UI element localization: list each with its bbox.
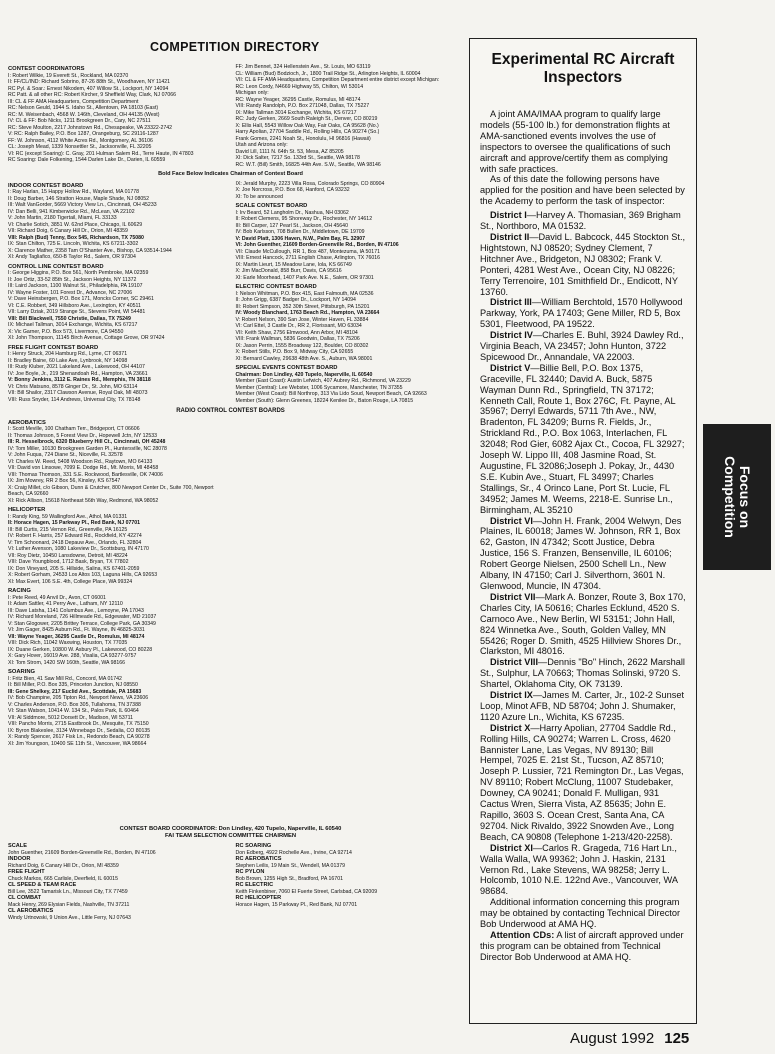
issue-date: August 1992: [570, 1030, 655, 1047]
district-label: Attention CDs:: [490, 929, 555, 940]
directory-entry: VII: Larry Dziak, 2019 Strange St., Stevens Point, WI 54481: [8, 309, 146, 315]
district-entry: [480, 592, 686, 657]
district-label: District II: [490, 231, 530, 242]
directory-entry: IV: CL & FF: Bob Nicks, 1211 Brookgreen Dr., Cary, NC 27511: [8, 118, 151, 124]
fai-left-column: [8, 843, 226, 921]
district-text: —Harry Apolian, 27704 Saddle Rd., Rolling Hills, CA 90274; Warren L. Cross, 4620 Bannister Lane, Las Vegas, NV 89130; Bill Hempel, 7025 E. 21st St., Tucson, AZ 85710; Joseph P. Lussier, 721 Remington Dr., Las Vegas, NV 89110; Robert McClung, 11007 Studebaker, Downey, CA 90241; Donald F. Mulligan, 931 Cactus Wren, Sierra Vista, AZ 85635; John E. Rapillo, 3603 S. Ocean Crest, Santa Ana, CA 92704. Nick Rivaldo, 3922 Snowden Ave., Long Beach, CA 90808 (Telephone 1-213/420-2258).: [480, 722, 684, 842]
district-text: —Billie Bell, P.O. Box 1375, Graceville, FL 32440; David A. Buck, 5875 Wayman Dunn Rd., Springfield, TN 37172; Kenneth Call, Route 1, Box 276C, Ft. Payne, AL 35967; Derryl Edwards, 5711 7th Ave., NW, Bradenton, FL 34209; Burns R. Fields, Jr., Strickland Rd., P.O. Box 1063, Interlachen, FL 32048; Rod Gier, 6082 Ajax Ct., Cocoa, FL 32927; Joseph W. Lippo III, 408 Jasmine Road, St. Augustine, FL 32086;Joseph J. Pokay, Jr., 4430 S.E. Kubin Ave., Stuart, FL 34997; Charles Stallings, Sr., 4 Orinco Lane, Port St. Lucie, FL 34952; James M. Weems, 2218-E. Sunrise Ln., Birmingham, AL 35210: [480, 362, 685, 515]
directory-entry: III: Gene Shelkey, 217 Euclid Ave., Scottdale, PA 15683: [8, 688, 142, 695]
directory-entry: II: Thomas Johnson, 5 Forest View Dr., Hopewell Jctn, NY 12533: [8, 432, 158, 439]
directory-entry: IX: Mike Tallman 3014 Exchange, Wichita, KS 67217: [235, 109, 357, 116]
directory-entry: III: Walt VanGorder, 5669 Victory View Ln., Cincinnati, OH 45233: [8, 202, 157, 208]
directory-entry: RC: Wayne Yeager, 36295 Castle, Romulus, MI 48174: [235, 96, 361, 103]
directory-entry: V: Tim Schoonard, 2418 Depauw Ave., Orlando, FL 32804: [8, 539, 142, 546]
directory-entry: XI: Rick Allison, 15618 Northeast 56th Way, Redmond, WA 98052: [8, 497, 159, 504]
directory-entry: I: Henry Struck, 204 Hamburg Rd., Lyme, CT 06371: [8, 351, 128, 357]
directory-entry: V: John Martin, 2180 Tigertail, Miami, FL 33133: [8, 215, 117, 221]
directory-entry: RC Soaring: Dale Folkening, 1544 Darlen Lake Dr., Darien, IL 60559: [8, 157, 166, 163]
district-text: —Mark A. Bonzer, Route 3, Box 170, Charles City, IA 50616; Charles Ecklund, 4520 S. Carnoco Ave., New Berlin, WI 53151; John Hall, 824 Winnetka Ave., South, Golden Valley, MN 55426; Roger D. Smith, 4525 Hillview Shores Dr., Clarkston, MI 48016.: [480, 591, 686, 657]
rc-boards-heading: RADIO CONTROL CONTEST BOARDS: [176, 408, 285, 414]
fai-chairman: John Guenther, 21609 Borden-Greenville Rd., Borden, IN 47106: [8, 849, 156, 856]
directory-entry: CL: William (Bud) Bodzioch, Jr., 1800 Trail Ridge St., Arlington Heights, IL 60004: [235, 70, 421, 77]
sidebar-title: Experimental RC Aircraft Inspectors: [491, 51, 675, 86]
fai-category: SCALE: [8, 843, 27, 849]
district-label: District I: [490, 210, 527, 221]
district-text: —David L. Babcock, 445 Stockton St., Hightstown, NJ 08520; Sydney Clement, 7 Hitchner Ave., Bridgeton, NJ 08302; Frank V. Ponteri, 4281 West Ave., Ocean City, NJ 08226; Terry Terrenoire, 101 Smithfield Dr., Endicott, NY 13760.: [480, 231, 686, 297]
directory-entry: Chairman: Don Lindley, 420 Tupelo, Naperville, IL 60540: [235, 371, 373, 378]
page-number: 125: [664, 1030, 690, 1047]
directory-entry: XI: Bernard Cawley, 29638 48th Ave. S., Auburn, WA 98001: [235, 355, 373, 362]
district-entry: [480, 657, 686, 690]
district-label: District X: [490, 722, 531, 733]
directory-entry: XI: Dick Salter, 7217 So. 133rd St., Seattle, WA 98178: [235, 155, 360, 161]
directory-entry: IV: Woody Blanchard, 1763 Beach Rd., Hampton, VA 23664: [235, 310, 380, 316]
section-title: INDOOR CONTEST BOARD: [8, 182, 84, 189]
district-entry: [480, 843, 686, 898]
fai-category: CL AEROBATICS: [8, 908, 54, 914]
district-entry: [480, 330, 686, 363]
directory-entry: VII: Roy Dietz, 10450 Lansdowne, Detroit, MI 48224: [8, 552, 128, 559]
directory-entry: II: Bill Miller, P.O. Box 335, Princeton Junction, NJ 08550: [8, 682, 138, 688]
directory-entry: V: RC: Ralph Bailey, P.O. Box 1287, Orangeburg, SC 29116-1287: [8, 131, 159, 137]
directory-entry: VIII: Bill Blackwell, 7550 Christie, Dallas, TX 75249: [8, 315, 131, 322]
directory-entry: VIII: Dave Youngblood, 1712 Bask, Bryan, TX 77802: [8, 559, 129, 565]
directory-entry: II: Joe Ortiz, 33-52 85th St., Jackson Heights, NY 11372: [8, 276, 137, 283]
directory-entry: Frank Gomes, 2241 Noah St., Honolulu, HI 96816 (Hawaii): [235, 135, 371, 142]
directory-entry: I: Pete Reed, 49 Anvil Dr., Avon, CT 06001: [8, 594, 106, 601]
directory-entry: Michigan only:: [235, 90, 269, 96]
directory-entry: IX: Duane Gerken, 10800 W. Asbury Pl., Lakewood, CO 80228: [8, 646, 153, 653]
directory-entry: II: Horace Hagen, 15 Parkway Pl., Red Bank, NJ 07701: [8, 520, 141, 526]
directory-entry: RC: Leon Cordy, N4669 Highway 55, Chilton, WI 53014: [235, 83, 364, 90]
section-title: CONTEST COORDINATORS: [8, 66, 85, 72]
directory-entry: II: Doug Barber, 146 Stratton House, Maple Shade, NJ 08052: [8, 195, 150, 202]
directory-entry: FF: W. Johnson, 4112 White Acres Rd., Montgomery, AL 36106: [8, 137, 153, 144]
district-text: —Dennis "Bo" Hinch, 2622 Marshall St., Sulphur, LA 70663; Thomas Solinski, 9720 S. Shartel, Oklahoma City, OK 73139.: [480, 657, 685, 690]
directory-entry: X: Jim MacDonald, 858 Burr, Davis, CA 95616: [235, 268, 342, 274]
fai-section: [8, 826, 453, 921]
directory-entry: V: Bonny Jenkins, 3112 E. Raines Rd., Memphis, TN 38118: [8, 377, 151, 383]
district-entry: [480, 930, 686, 963]
directory-entry: VII: Wayne Yeager, 36295 Castle Dr., Romulus, MI 48174: [8, 633, 145, 640]
fai-chairman: Richard Doig, 6 Canary Hill Dr., Orion, MI 48359: [8, 862, 119, 869]
contest-board-section: [8, 507, 226, 585]
fai-chairman: Bill Lee, 3522 Tamarisk Ln., Missouri City, TX 77459: [8, 888, 128, 895]
contest-board-section: [236, 284, 454, 362]
directory-entry: VI: Carl Ettel, 3 Castle Dr., RR 2, Florissant, MO 63034: [235, 323, 362, 329]
directory-entry: VI: RC (except Soaring): C. Gray, 201 Hulman Salem Rd., Terre Haute, IN 47803: [8, 150, 194, 157]
district-text: A list of aircraft approved under this program can be obtained from Technical Director Bob Underwood at AMA HQ.: [480, 929, 684, 962]
fai-category: RC SOARING: [235, 843, 272, 849]
directory-entry: I: George Higgins, P.O. Box 561, North Pembroke, MA 02359: [8, 270, 149, 276]
fai-category: CL COMBAT: [8, 895, 42, 901]
fai-title: FAI TEAM SELECTION COMMITTEE CHAIRMEN: [164, 832, 297, 839]
district-list: [480, 210, 686, 963]
sidebar-intro-2: As of this date the following persons have applied for the position and have been selected by the Academy to perform the task of inspector:: [480, 174, 685, 207]
directory-entry: VII: CL & FF AMA Headquarters, Competition Department entire district except Michigan:: [235, 77, 440, 83]
district-entry: [480, 723, 686, 843]
district-entry: [480, 690, 686, 723]
district-entry: [480, 297, 686, 330]
directory-entry: III: CL & FF AMA Headquarters, Competition Department: [8, 98, 139, 105]
fai-chairman: Don Edberg, 4922 Rochelle Ave., Irvine, CA 92714: [235, 849, 352, 856]
directory-entry: RC: W.T. (Bill) Smith, 16825 44th Ave. S.W., Seattle, WA 98146: [235, 161, 381, 168]
directory-entry: VII: Al Siddmore, 5012 Dorsett Dr., Madison, WI 53711: [8, 714, 134, 721]
directory-entry: Utah and Arizona only:: [235, 142, 288, 148]
directory-entry: III: Robert Simpson, 352 30th Street, Pittsburgh, PA 15201: [235, 303, 370, 310]
directory-entry: XI: John Thompson, 11145 Birch Avenue, Cottage Grove, OR 97424: [8, 335, 165, 341]
directory-entry: III: Bill Carper, 127 Pearl St., Jackson, OH 45640: [235, 222, 348, 229]
section-title: CONTROL LINE CONTEST BOARD: [8, 263, 104, 270]
fai-category: RC PYLON: [235, 869, 265, 875]
directory-entry: FF: Jim Bennet, 324 Hellenstein Ave., St. Louis, MO 63119: [235, 64, 371, 70]
directory-entry: X: Randy Spencer, 2617 Fisk Ln., Redondo Beach, CA 90278: [8, 734, 150, 740]
fai-category: RC AEROBATICS: [235, 856, 282, 862]
directory-columns: [8, 64, 453, 914]
directory-entry: RC Patt. & all other RC: Robert Kircher, 9 Sheffield Way, Clark, NJ 07066: [8, 92, 176, 98]
coordinator-line: CONTEST BOARD COORDINATOR: Don Lindley, 420 Tupelo, Naperville, IL 60540: [119, 826, 342, 832]
directory-entry: RC: M. Weisenbach, 4568 W. 146th, Cleveland, OH 44135 (West): [8, 111, 160, 118]
directory-entry: III: R. Hesselbrock, 6320 Blueberry Hill Ct., Cincinnati, OH 45248: [8, 439, 166, 445]
contest-board-section: [8, 264, 226, 342]
directory-entry: VI: John Guenther, 21609 Borden-Greenville Rd., Borden, IN 47106: [235, 242, 399, 248]
directory-entry: II: Robert Clemens, 95 Shoreway Dr., Rochester, NY 14612: [235, 216, 373, 222]
fai-chairman: Stephen Leilis, 19 Main St., Wendell, MA 01379: [235, 862, 345, 869]
directory-entry: V: Stan Glogower, 2205 Brittey Terrace, College Park, GA 30349: [8, 620, 156, 627]
directory-entry: III: Laird Jackson, 1100 Walnut St., Philadelphia, PA 19107: [8, 283, 143, 289]
directory-entry: IX: Don Vineyard, 205 S. Hillside, Salina, KS 67401-2059: [8, 565, 140, 572]
directory-entry: XI: To be announced: [235, 193, 283, 200]
directory-entry: II: Adam Sattler, 41 Perry Ave., Latham, NY 12110: [8, 601, 123, 607]
district-entry: [480, 363, 686, 516]
directory-entry: Member (East Coast): Austin Lefwich, 407 Aubrey Rd., Richmond, VA 23229: [235, 378, 411, 384]
section-title: RACING: [8, 588, 31, 594]
contest-board-section: [8, 420, 226, 505]
directory-entry: V: David Platt, 1306 Haven, N.W., Palm Bay, FL 32907: [235, 235, 366, 242]
directory-entry: VIII: Dick Rich, 11042 Waxwing, Houston, TX 77035: [8, 640, 128, 646]
fai-right-column: [236, 843, 454, 921]
district-text: —Harvey A. Thomasian, 369 Brigham St., Northboro, MA 01532.: [480, 210, 681, 232]
directory-entry: VI: Jim Gager, 8425 Auburn Rd., Ft. Wayne, IN 46825-3031: [8, 627, 145, 633]
directory-entry: VII: Bill Shailor, 2317 Clawson Avenue, Royal Oak, MI 48073: [8, 390, 148, 396]
directory-entry: VI: Stan Watson, 10414 W. 134 St., Palos Park, IL 60464: [8, 708, 139, 714]
fai-chairman: Windy Urtnowski, 9 Union Ave., Little Ferry, NJ 07643: [8, 914, 131, 921]
directory-entry: Member (West Coast): Bill Northrop, 313 Via Lido Soud, Newport Beach, CA 92663: [235, 391, 427, 397]
page-footer: [570, 1030, 689, 1047]
directory-entry: VII: Claude McCullough, RR 1, Box 487, Montezuma, IA 50171: [235, 248, 380, 255]
directory-entry: XI: Tom Strom, 1420 SW 160th, Seattle, WA 98166: [8, 659, 126, 666]
directory-entry: VIII: Frank Wallman, 5836 Goodwin, Dallas, TX 75206: [235, 336, 360, 342]
district-label: District V: [490, 362, 531, 373]
district-label: District IV: [490, 330, 533, 341]
directory-entry: III: Rudy Kluber, 2021 Lakeland Ave., Lakewood, OH 44107: [8, 364, 145, 370]
fai-chairman: Chuck Markos, 665 Carlisle, Deerfield, IL 60015: [8, 875, 118, 882]
contest-board-section: [236, 203, 454, 281]
directory-entry: III: Bill Curtis, 215 Vernon Rd., Greenville, PA 16125: [8, 526, 128, 533]
directory-entry: VII: David von Linsowe, 7099 E. Dodge Rd., Mt. Morris, MI 48458: [8, 465, 159, 471]
directory-entry: IV: Bob Champine, 205 Tipton Rd., Newport News, VA 23606: [8, 695, 149, 701]
district-text: —Charles E. Buhl, 3924 Dawley Rd., Virginia Beach, VA 23457; John Hunton, 3722 Spicewood Dr., Annandale, VA 22003.: [480, 330, 684, 362]
directory-entry: VI: Chris Matsuno, 8578 Ginger Dr., St. John, MO 63114: [8, 383, 138, 390]
directory-entry: V: Charles Anderson, P.O. Box 305, Tullahoma, TN 37388: [8, 701, 141, 708]
directory-entry: VIII: Ernest Hancock, 2711 English Chase, Arlington, TX 76016: [235, 255, 381, 261]
district-entry: [480, 210, 686, 232]
directory-entry: X: Clarence Mather, 2358 Tam O'Shanter Ave., Bishop, CA 93514-1944: [8, 247, 172, 254]
district-label: District VI: [490, 515, 533, 526]
fai-chairman: Mack Henry, 269 Elysian Fields, Nashville, TN 37211: [8, 901, 130, 908]
directory-entry: I: Irv Beard, 52 Langholm Dr., Nashua, NH 03062: [235, 209, 349, 216]
directory-entry: IX: Michael Tallman, 3014 Exchange, Wichita, KS 67217: [8, 322, 138, 328]
directory-entry: IX: Byron Blakeslee, 3134 Winnebago Dr., Sedalia, CO 80135: [8, 727, 151, 734]
section-tab-label: Focus on Competition: [722, 456, 753, 538]
directory-entry: II: FF/CL/IND: Richard Sobrino, 87-26 88th St., Woodhaven, NY 11421: [8, 79, 171, 85]
contest-board-section: [8, 183, 226, 261]
fai-category: RC ELECTRIC: [235, 882, 274, 888]
district-text: —John H. Frank, 2004 Welwyn, Des Plaines, IL 60018; James W. Johnson, RR 1, Box 62, Gaston, IN 47342; Scott Justice, Debra Justice, 156 S. Franzen, Bensenville, IL 60106; Robert George Nielsen, 2500 Schell Ln., New Albany, IN 47150; Carl J. Silverthorn, 3601 N. Glenwood, Muncie, IN 47304.: [480, 515, 682, 591]
inspectors-sidebar: [469, 38, 697, 1024]
district-entry: [480, 232, 686, 297]
directory-entry: XI: Max Evert, 106 S.E. 4th, College Place, WA 99324: [8, 578, 133, 585]
directory-entry: CL: Joseph Mead, 1339 Nonsettler St., Jacksonville, FL 32205: [8, 144, 152, 150]
fai-chairman: Bob Brown, 1255 High St., Bradford, PA 16701: [235, 875, 343, 882]
directory-entry: IV: Robert F. Harris, 257 Edward Rd., Rockfield, KY 42274: [8, 533, 142, 539]
contest-board-section: [236, 365, 454, 404]
directory-entry: IX: Jason Perrin, 1555 Broadway 122, Boulder, CO 80302: [235, 342, 369, 349]
section-title: SOARING: [8, 669, 36, 675]
directory-entry: Member (Central): Lee Webster, 1006 Sycamore, Manchester, TN 37355: [235, 384, 403, 391]
directory-entry: VII: Richard Doig, 6 Canary Hill Dr., Orion, MI 48359: [8, 228, 128, 234]
directory-entry: I: Randy King, 59 Wallingford Ave., Athol, MA 01331: [8, 513, 128, 520]
directory-entry: XI: Andy Tagliafico, 650-B Taylor Rd., Salem, OR 97304: [8, 254, 136, 260]
directory-entry: RC: Nelson Geuld, 1944 S. Idaho St., Allentown, PA 18103 (East): [8, 105, 159, 111]
district-label: District XI: [490, 842, 533, 853]
directory-entry: I: Nelson Whitman, P.O. Box 415, East Falmouth, MA 02536: [235, 290, 374, 297]
directory-entry: VI: C.E. Robbert, 349 Hillsboro Ave., Lexington, KY 40511: [8, 302, 141, 309]
directory-entry: V: Dave Heinsbergen, P.O. Box 171, Moncks Corner, SC 29461: [8, 296, 154, 302]
directory-entry: V: Robert Nelson, 390 San Jose, Winter Haven, FL 33884: [235, 316, 369, 323]
directory-entry: Member (South): Glenn Greenes, 18224 Kenilee Dr., Baton Rouge, LA 70815: [235, 397, 414, 404]
fai-chairman: Keith Finkenbiner, 7060 El Fuerte Street, Carlsbad, CA 92009: [235, 888, 378, 895]
directory-entry: IV: Joe Boyle, Jr., 219 Shenandoah Rd., Hampton, VA 23661: [8, 370, 148, 377]
district-entry: [480, 516, 686, 592]
district-text: —William Berchtold, 1570 Hollywood Parkway, York, PA 17403; Gene Miller, RD 5, Box 5301, Fleetwood, PA 19522.: [480, 297, 683, 330]
fai-category: CL SPEED & TEAM RACE: [8, 882, 77, 888]
directory-entry: RC: Steve Moulton, 2217 Johnstown Rd., Chesapeake, VA 23322-2742: [8, 124, 172, 131]
directory-entry: IV: Richard Moreland, 726 Hillmeade Rd., Edgewater, MD 21037: [8, 614, 157, 620]
directory-entry: RC Pyl. & Soar.: Ernest Nikodem, 407 Willow St., Lockport, NY 14094: [8, 85, 169, 92]
directory-entry: X: Robert Stills, P.O. Box 9, Midway City, CA 92655: [235, 349, 354, 355]
sidebar-intro: A joint AMA/IMAA program to qualify large models (55-100 lb.) for demonstration flights at AMA-sanctioned events involves the use of inspectors to oversee the qualifications of such aircraft and approve/certify them as complying with safe practices.: [480, 109, 671, 174]
contest-board-section: [8, 64, 453, 168]
fai-chairman: Horace Hagen, 15 Parkway Pl., Red Bank, NJ 07701: [235, 901, 358, 908]
directory-entry: IV: Dan Belli, 941 Kimberwicke Rd., McLean, VA 22102: [8, 208, 135, 215]
directory-entry: VI: Luther Avenson, 1080 Lakeview Dr., Scottsburg, IN 47170: [8, 546, 149, 552]
section-tab: [703, 424, 771, 570]
directory-entry: VIII: Russ Snyder, 114 Andrews, Universal City, TX 78148: [8, 396, 141, 403]
directory-entry: XI: Earle Moorhead, 1407 Park Ave. N.E., Salem, OR 97301: [235, 274, 374, 281]
district-label: District VIII: [490, 657, 538, 668]
directory-entry: IX: Martin Lieurt, 15 Meadow Lane, Iola, KS 66749: [235, 261, 352, 268]
directory-entry: II: Bradley Baine, 60 Lake Ave, Lynbrook, NY 14098: [8, 357, 128, 364]
directory-entry: X: Joe Norcross, P.O. Box 68, Hanford, CA 93232: [235, 187, 350, 193]
section-title: AEROBATICS: [8, 419, 46, 426]
directory-entry: VIII: Pancho Morris, 2715 Eastbrook Dr., Mesquite, TX 75150: [8, 721, 149, 727]
directory-entry: David Lill, 1111 N. 64th St. 53, Mesa, AZ 85205: [235, 148, 344, 155]
district-text: —James M. Carter, Jr., 102-2 Sunset Loop, Minot AFB, ND 58704; John J. Shumaker, 1120 Azure Ln., Wichita, KS 67235.: [480, 690, 685, 722]
directory-entry: VIII: Ralph (Bud) Tenny, Box 545, Richardson, TX 75080: [8, 234, 144, 241]
directory-entry: I: Fritz Bien, 41 Saw Mill Rd., Concord, MA 01742: [8, 675, 122, 682]
directory-entry: VI: Charlie Sotich, 3851 W. 62nd Place, Chicago, IL 60629: [8, 221, 143, 228]
directory-entry: I: Robert Wilkie, 19 Everett St., Rockland, MA 02370: [8, 72, 129, 79]
directory-entry: VIII: Randy Randolph, P.O. Box 271048, Dallas, TX 75227: [235, 103, 370, 109]
directory-entry: IX: Stan Chilton, 725 E. Lincoln, Wichita, KS 67211-3302: [8, 241, 139, 247]
directory-entry: XI: Jim Youngson, 10400 SE 11th St., Vancouver, WA 98664: [8, 740, 147, 747]
directory-entry: IX: Jerald Murphy, 2223 Villa Rosa, Colorado Springs, CO 80904: [235, 180, 385, 187]
contest-board-section: [8, 588, 226, 666]
directory-entry: V: John Fuqua, 724 Diane St., Niceville, FL 32578: [8, 452, 123, 458]
directory-entry: VI: Charles W. Reed, 5408 Woodson Rd., Raytown, MO 64133: [8, 458, 153, 465]
district-text: —Carlos R. Grageda, 716 Hart Ln., Walla Walla, WA 99362; John J. Haskin, 2131 Vernon Rd., Lake Stevens, WA 98258; Jerry L. Holcomb, 1010 N.E. 122nd Ave., Vancouver, WA 98684.: [480, 842, 678, 897]
directory-entry: VIII: Thomas Thomson, 331 S.E. Rockwood, Bartlesville, OK 74006: [8, 471, 163, 478]
directory-entry: VII: Keith Shaw, 2756 Elmwood, Ann Arbor, MI 48104: [235, 329, 358, 336]
fai-category: FREE FLIGHT: [8, 869, 45, 875]
section-title: SPECIAL EVENTS CONTEST BOARD: [235, 365, 338, 371]
directory-entry: IX: Jim Mowrey, RR 2 Box 56, Kinsley, KS 67547: [8, 478, 121, 484]
district-label: District IX: [490, 690, 533, 701]
directory-entry: II: John Grigg, 6387 Badger Dr., Lockport, NY 14094: [235, 297, 356, 303]
directory-entry: X: Ellis Hall, 5543 Willow Oak Way, Fair Oaks, CA 95628 (No.): [235, 122, 379, 129]
directory-entry: IV: Wayne Foster, 101 Forest Dr., Advance, NC 27006: [8, 289, 133, 296]
bold-face-note: Bold Face Below Indicates Chairman of Contest Board: [158, 171, 303, 177]
section-title: HELICOPTER: [8, 507, 46, 513]
district-label: District VII: [490, 591, 536, 602]
district-entry: [480, 897, 686, 930]
fai-category: RC HELICOPTER: [235, 895, 282, 901]
contest-board-section: [8, 669, 226, 747]
directory-entry: IV: Tom Miller, 10130 Brookgreen Garden Pl., Huntersville, NC 28078: [8, 445, 167, 452]
directory-entry: X: Craig Millet, c/o Gibson, Dunn & Crutcher, 800 Newport Center Dr., Suite 700, Newport Beach, CA 92660: [8, 484, 214, 497]
directory-entry: X: Gary Hover, 16019 Ave. 288, Visalia, CA 93277-9757: [8, 653, 137, 659]
section-title: SCALE CONTEST BOARD: [235, 203, 308, 209]
section-title: FREE FLIGHT CONTEST BOARD: [8, 344, 99, 351]
page-title: COMPETITION DIRECTORY: [150, 40, 320, 54]
district-label: District III: [490, 297, 532, 308]
directory-entry: X: Robert Gorham, 24533 Los Altos 103, Laguna Hills, CA 92653: [8, 572, 158, 578]
directory-entry: III: Dave Latsha, 1141 Columbus Ave., Lemoyne, PA 17043: [8, 607, 144, 614]
directory-entry: I: Scott Meville, 100 Chatham Terr., Bridgeport, CT 06606: [8, 426, 140, 432]
directory-entry: X: Vic Garner, P.O. Box 573, Livermore, CA 94550: [8, 328, 124, 335]
directory-entry: Harry Apolian, 27704 Saddle Rd., Rolling Hills, CA 90274 (So.): [235, 129, 380, 135]
section-title: ELECTRIC CONTEST BOARD: [235, 284, 317, 290]
directory-entry: I: Ray Harlan, 15 Happy Hollow Rd., Wayland, MA 01778: [8, 189, 139, 195]
district-text: Additional information concerning this program may be obtained by contacting Technical Director Bob Underwood at AMA HQ.: [480, 897, 681, 930]
directory-entry: IV: Bob Karlsson, 708 Bullen Dr., Middletown, DE 19709: [235, 229, 365, 235]
fai-category: INDOOR: [8, 856, 31, 862]
directory-entry: RC: Judy Gerken, 2669 South Raleigh St., Denver, CO 80219: [235, 116, 378, 122]
